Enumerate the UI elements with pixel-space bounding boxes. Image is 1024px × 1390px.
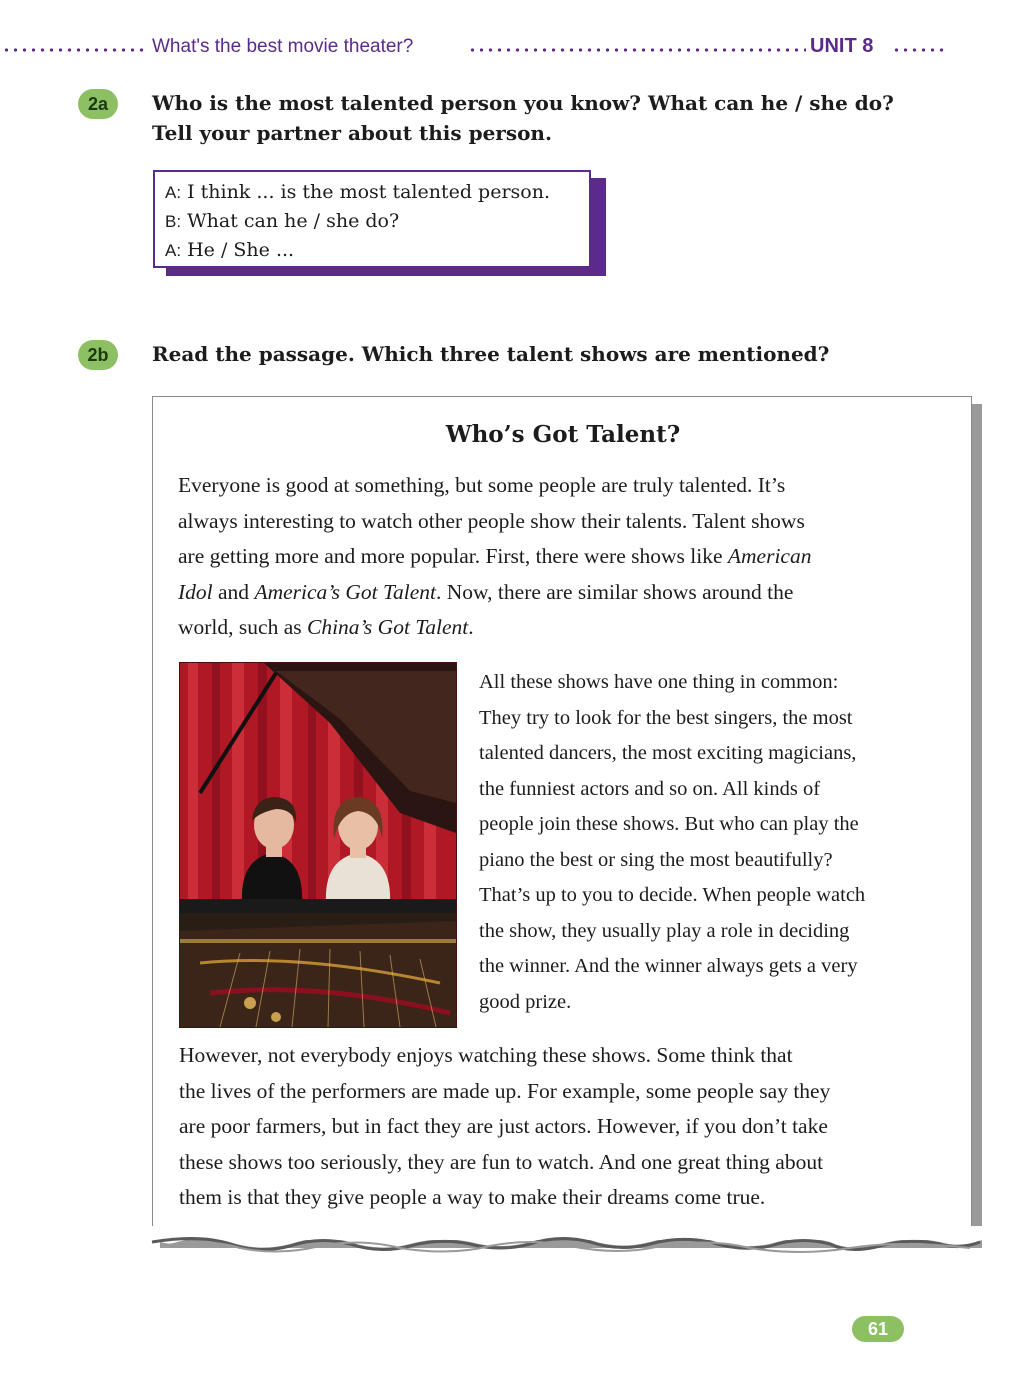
show-title-americas-got-talent: America’s Got Talent xyxy=(254,579,437,604)
unit-label: UNIT 8 xyxy=(810,35,874,57)
page-header xyxy=(0,34,1024,64)
paragraph-line: talented dancers, the most exciting magicians, xyxy=(479,742,857,764)
page-number: 61 xyxy=(852,1316,904,1342)
header-dots-left xyxy=(2,48,148,52)
reading-passage xyxy=(152,396,972,1241)
paragraph-line: good prize. xyxy=(479,990,572,1013)
exercise-badge-2b: 2b xyxy=(78,340,118,370)
paragraph-line: them is that they give people a way to make their dreams come true. xyxy=(179,1185,766,1209)
paragraph-line: are poor farmers, but in fact they are just actors. However, if you don’t take xyxy=(179,1114,828,1138)
paragraph-line xyxy=(178,575,811,611)
text-run: are getting more and more popular. First, there were shows like xyxy=(178,544,728,568)
paragraph-line: the show, they usually play a role in deciding xyxy=(479,919,850,942)
paragraph-line: these shows too seriously, they are fun to watch. And one great thing about xyxy=(179,1149,824,1174)
header-dots-right xyxy=(892,48,948,52)
dialogue-line xyxy=(165,207,589,236)
speaker-label: A: xyxy=(165,183,182,202)
piano-photo-illustration xyxy=(180,663,456,1027)
text-run: . xyxy=(468,615,474,639)
dialogue-text: What can he / she do? xyxy=(187,210,400,232)
instruction-2b: Read the passage. Which three talent shows are mentioned? xyxy=(152,342,830,366)
dialogue-text: He / She ... xyxy=(187,239,295,261)
exercise-badge-2a: 2a xyxy=(78,89,118,119)
piano-photo xyxy=(179,662,457,1028)
show-title-american-idol: American xyxy=(727,544,812,568)
paragraph-line: the lives of the performers are made up. For example, some people say they xyxy=(179,1078,831,1103)
show-title-american-idol: Idol xyxy=(178,579,213,604)
paragraph-line: piano the best or sing the most beautifully? xyxy=(479,848,833,871)
speaker-label: A: xyxy=(165,241,182,260)
passage-paragraph-3 xyxy=(179,1038,830,1216)
text-run: world, such as xyxy=(178,615,307,639)
paragraph-line: However, not everybody enjoys watching these shows. Some think that xyxy=(179,1043,793,1067)
instruction-2a xyxy=(152,88,894,148)
instruction-2a-line: Tell your partner about this person. xyxy=(152,121,552,145)
paragraph-line: the funniest actors and so on. All kinds of xyxy=(479,777,821,800)
paragraph-line: That’s up to you to decide. When people watch xyxy=(479,884,866,906)
torn-paper-edge xyxy=(150,1226,982,1266)
dialogue-text: I think ... is the most talented person. xyxy=(187,181,551,203)
dialogue-line xyxy=(165,178,589,207)
paragraph-line: the winner. And the winner always gets a very xyxy=(479,955,858,977)
paragraph-line: They try to look for the best singers, the most xyxy=(479,706,853,729)
text-run: and xyxy=(212,579,255,604)
dialogue-box xyxy=(153,170,591,268)
paragraph-line xyxy=(178,610,811,646)
header-dots-middle xyxy=(468,48,806,52)
paragraph-line: Everyone is good at something, but some people are truly talented. It’s xyxy=(178,473,786,497)
header-title: What's the best movie theater? xyxy=(152,36,414,57)
paragraph-line: always interesting to watch other people show their talents. Talent shows xyxy=(178,508,805,533)
passage-title: Who’s Got Talent? xyxy=(445,421,681,448)
show-title-chinas-got-talent: China’s Got Talent xyxy=(306,615,469,639)
text-run: . Now, there are similar shows around the xyxy=(436,579,794,604)
paragraph-line xyxy=(178,539,811,575)
dialogue-line xyxy=(165,236,589,265)
paragraph-line: people join these shows. But who can play the xyxy=(479,813,859,835)
passage-paragraph-1 xyxy=(178,468,811,646)
passage-paragraph-2 xyxy=(479,665,865,1020)
instruction-2a-line: Who is the most talented person you know? What can he / she do? xyxy=(152,91,894,115)
paragraph-line: All these shows have one thing in common: xyxy=(479,671,839,693)
speaker-label: B: xyxy=(165,212,182,231)
